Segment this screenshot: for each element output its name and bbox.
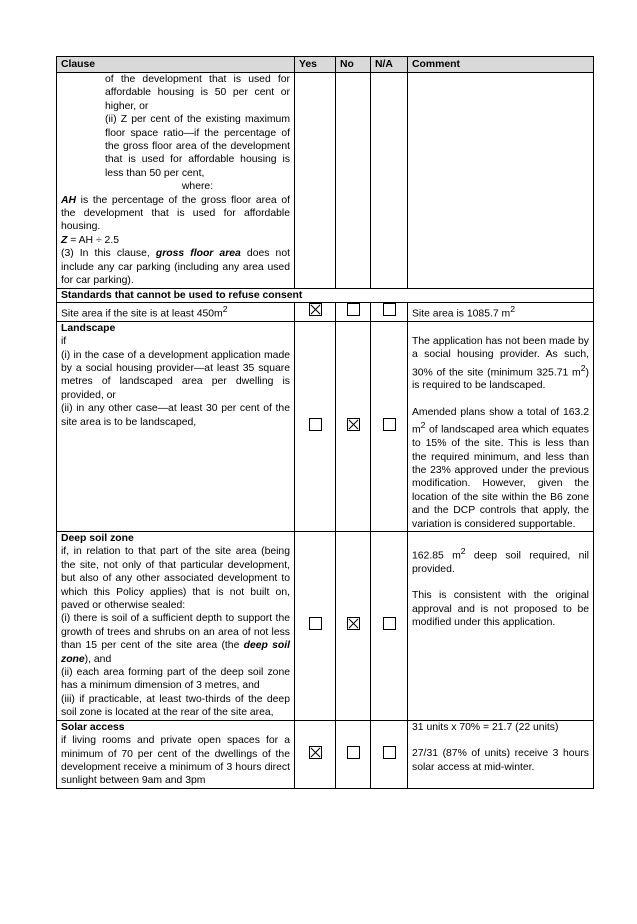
site-area-na-checkbox[interactable] (383, 303, 396, 316)
z-term: Z (61, 234, 68, 246)
comment-text: deep soil required, nil provided. (412, 550, 589, 575)
yes-cell (295, 532, 336, 721)
solar-comment-2: 27/31 (87% of units) receive 3 hours solar access at mid-winter. (412, 748, 589, 773)
clause-indented-line: where: (181, 181, 214, 193)
site-area-no-checkbox[interactable] (347, 303, 360, 316)
landscape-comment-1 (412, 335, 589, 393)
ah-text: is the percentage of the gross floor area of the development that is used for affordable housing. (61, 194, 290, 233)
landscape-yes-checkbox[interactable] (309, 418, 322, 431)
comment-text: Amended plans show a total of 163.2 m (412, 406, 589, 436)
deep-soil-item-1 (61, 612, 290, 666)
table-row-deep-soil (57, 532, 594, 721)
comment-text: 162.85 m (412, 550, 461, 562)
landscape-line: (i) in the case of a development application made by a social housing provider—at least 35 square metres of landscaped area per dwelling is provided, or (61, 349, 290, 401)
landscape-no-checkbox[interactable] (347, 418, 360, 431)
comment-cell (408, 321, 594, 531)
header-comment: Comment (408, 57, 594, 73)
solar-yes-checkbox[interactable] (309, 746, 322, 759)
superscript: 2 (510, 303, 516, 314)
na-cell (371, 302, 408, 321)
comment-cell (408, 720, 594, 788)
comment-text: ) is required to be landscaped. (412, 367, 589, 392)
deep-soil-yes-checkbox[interactable] (309, 617, 322, 630)
yes-cell (295, 321, 336, 531)
na-cell (371, 720, 408, 788)
clause-cell (57, 302, 295, 321)
deep-soil-title: Deep soil zone (61, 533, 134, 544)
clause-3-pre: (3) In this clause, (61, 248, 156, 260)
clause-indented-line: (ii) Z per cent of the existing maximum floor space ratio—if the percentage of the gross floor area of the development that is used for affordable housing is less than 50 per cent, (105, 114, 290, 179)
deep-soil-comment-2: This is consistent with the original approval and is not proposed to be modified under this application. (412, 590, 589, 629)
header-na: N/A (371, 57, 408, 73)
table-header-row (57, 57, 594, 73)
clause-cell (57, 73, 295, 289)
clause-text: ), and (84, 653, 112, 665)
table-row-continuation (57, 73, 594, 289)
table-row-solar-access (57, 720, 594, 788)
no-cell (336, 302, 371, 321)
site-area-yes-checkbox[interactable] (309, 303, 322, 316)
solar-text: if living rooms and private open spaces for a minimum of 70 per cent of the dwellings of the development receive a minimum of 3 hours direct sunlight between 9am and 3pm (61, 735, 290, 787)
clause-cell (57, 532, 295, 721)
landscape-title: Landscape (61, 322, 116, 334)
superscript: 2 (222, 303, 228, 314)
landscape-comment-2 (412, 406, 589, 531)
deep-soil-term: deep soil zone (61, 640, 290, 665)
z-definition (61, 234, 290, 247)
no-cell (336, 532, 371, 721)
no-cell (336, 720, 371, 788)
clause-3 (61, 247, 290, 287)
clause-compliance-table (56, 56, 594, 789)
ah-definition (61, 194, 290, 234)
table-row-site-area (57, 302, 594, 321)
comment-cell (408, 73, 594, 289)
clause-3-post: does not include any car parking (including any area used for car parking). (61, 248, 290, 287)
superscript: 2 (580, 362, 586, 373)
ah-term: AH (61, 194, 77, 206)
deep-soil-item-3: (iii) if practicable, at least two-thirds of the deep soil zone is located at the rear of the site area, (61, 693, 290, 719)
clause-3-term: gross floor area (155, 248, 241, 260)
z-text: = AH ÷ 2.5 (67, 234, 119, 246)
solar-title: Solar access (61, 721, 125, 733)
landscape-line: if (61, 336, 67, 348)
deep-soil-intro: if, in relation to that part of the site area (being the site, not only of that particular development, but also of any other associated development to which this Policy applies) that is not built on, paved or otherwise sealed: (61, 546, 290, 612)
comment-text: of landscaped area which equates to 15% of the site. This is less than the required minimum, and less than the 23% approved under the previous modification. However, given the location of the site within the B6 zone and the DCP controls that apply, the variation is considered supportable. (412, 424, 589, 530)
yes-cell (295, 302, 336, 321)
deep-soil-item-2: (ii) each area forming part of the deep soil zone has a minimum dimension of 3 metres, and (61, 667, 290, 692)
section-heading: Standards that cannot be used to refuse consent (57, 288, 594, 302)
deep-soil-no-checkbox[interactable] (347, 617, 360, 630)
na-cell (371, 321, 408, 531)
table-row-landscape (57, 321, 594, 531)
header-no: No (336, 57, 371, 73)
clause-cell (57, 321, 295, 531)
solar-na-checkbox[interactable] (383, 746, 396, 759)
clause-text: (i) there is soil of a sufficient depth to support the growth of trees and shrubs on an area of not less than 15 per cent of the site area (the (61, 613, 290, 652)
comment-cell (408, 532, 594, 721)
header-clause: Clause (57, 57, 295, 73)
yes-cell (295, 73, 336, 289)
site-area-comment: Site area is 1085.7 m (412, 308, 511, 320)
no-cell (336, 321, 371, 531)
na-cell (371, 532, 408, 721)
landscape-na-checkbox[interactable] (383, 418, 396, 431)
yes-cell (295, 720, 336, 788)
solar-comment-1: 31 units x 70% = 21.7 (22 units) (412, 721, 559, 733)
na-cell (371, 73, 408, 289)
section-heading-row (57, 288, 594, 302)
comment-cell (408, 302, 594, 321)
clause-cell (57, 720, 295, 788)
solar-no-checkbox[interactable] (347, 746, 360, 759)
landscape-line: (ii) in any other case—at least 30 per cent of the site area is to be landscaped, (61, 403, 290, 428)
deep-soil-comment-1 (412, 545, 589, 576)
superscript: 2 (420, 420, 426, 431)
comment-text: The application has not been made by a social housing provider. As such, 30% of the site (minimum 325.71 m (412, 335, 589, 379)
site-area-clause: Site area if the site is at least 450m (61, 308, 223, 320)
deep-soil-na-checkbox[interactable] (383, 617, 396, 630)
no-cell (336, 73, 371, 289)
superscript: 2 (460, 546, 466, 556)
clause-indented-line: of the development that is used for affordable housing is 50 per cent or higher, or (105, 74, 290, 112)
header-yes: Yes (295, 57, 336, 73)
